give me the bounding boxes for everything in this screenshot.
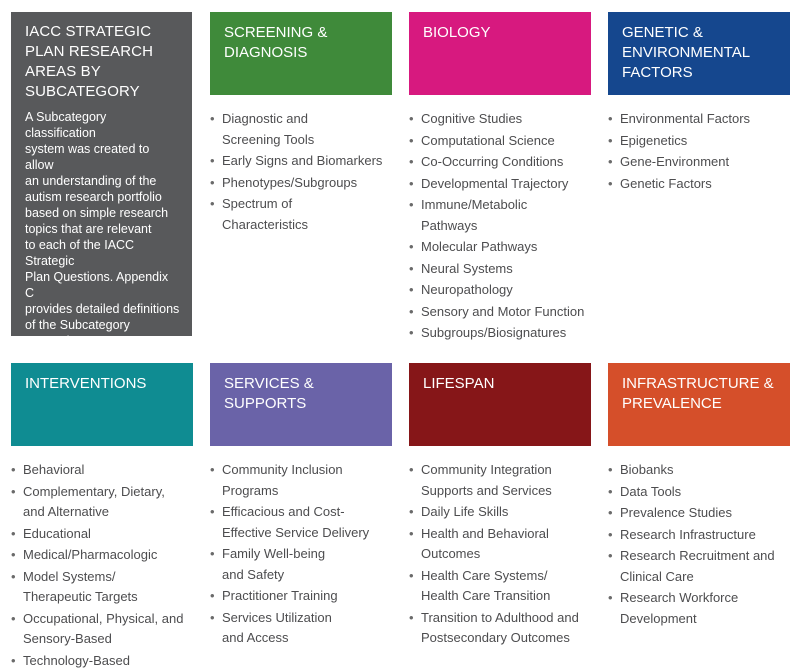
list-item: • Neural Systems (409, 259, 591, 280)
subcategory-list (210, 460, 392, 649)
list-item: • Daily Life Skills (409, 502, 591, 523)
intro-description: A Subcategory classification system was created to allow an understanding of the autism research portfolio based on simple research topics that are relevant to each of the IACC Strategic Plan Questions. Appendix C provides detailed definitions of the Subcategory research areas. (25, 110, 180, 348)
subcategory-list (409, 109, 591, 344)
list-item: • Neuropathology (409, 280, 591, 301)
category-services-supports (210, 363, 392, 650)
list-item: • Research Workforce Development (608, 588, 790, 629)
list-item: • Subgroups/Biosignatures (409, 323, 591, 344)
list-item: • Data Tools (608, 482, 790, 503)
subcategory-list (11, 460, 193, 671)
category-header: LIFESPAN (409, 363, 591, 446)
list-item: • Computational Science (409, 131, 591, 152)
list-item: • Occupational, Physical, and Sensory-Based (11, 609, 193, 650)
list-item: • Model Systems/ Therapeutic Targets (11, 567, 193, 608)
subcategory-list (608, 460, 790, 629)
category-infrastructure-prevalence (608, 363, 790, 630)
list-item: • Epigenetics (608, 131, 790, 152)
list-item: • Health Care Systems/ Health Care Transition (409, 566, 591, 607)
list-item: • Diagnostic and Screening Tools (210, 109, 392, 150)
list-item: • Genetic Factors (608, 174, 790, 195)
list-item: • Research Recruitment and Clinical Care (608, 546, 790, 587)
category-interventions (11, 363, 193, 672)
list-item: • Environmental Factors (608, 109, 790, 130)
list-item: • Efficacious and Cost- Effective Service Delivery (210, 502, 392, 543)
list-item: • Gene-Environment (608, 152, 790, 173)
list-item: • Health and Behavioral Outcomes (409, 524, 591, 565)
list-item: • Educational (11, 524, 193, 545)
list-item: • Early Signs and Biomarkers (210, 151, 392, 172)
list-item: • Complementary, Dietary, and Alternative (11, 482, 193, 523)
list-item: • Services Utilization and Access (210, 608, 392, 649)
category-header: BIOLOGY (409, 12, 591, 95)
list-item: • Immune/Metabolic Pathways (409, 195, 591, 236)
category-genetic-environmental (608, 12, 790, 195)
list-item: • Transition to Adulthood and Postsecondary Outcomes (409, 608, 591, 649)
category-biology (409, 12, 591, 345)
category-header: SERVICES & SUPPORTS (210, 363, 392, 446)
list-item: • Community Integration Supports and Services (409, 460, 591, 501)
list-item: • Community Inclusion Programs (210, 460, 392, 501)
category-header: GENETIC & ENVIRONMENTAL FACTORS (608, 12, 790, 95)
subcategory-list (608, 109, 790, 194)
list-item: • Technology-Based (11, 651, 193, 672)
category-header: SCREENING & DIAGNOSIS (210, 12, 392, 95)
list-item: • Spectrum of Characteristics (210, 194, 392, 235)
list-item: • Developmental Trajectory (409, 174, 591, 195)
intro-panel (11, 12, 192, 348)
list-item: • Research Infrastructure (608, 525, 790, 546)
category-lifespan (409, 363, 591, 650)
list-item: • Cognitive Studies (409, 109, 591, 130)
category-screening-diagnosis (210, 12, 392, 236)
list-item: • Family Well-being and Safety (210, 544, 392, 585)
list-item: • Behavioral (11, 460, 193, 481)
subcategory-list (409, 460, 591, 649)
category-header: INTERVENTIONS (11, 363, 193, 446)
list-item: • Phenotypes/Subgroups (210, 173, 392, 194)
list-item: • Co-Occurring Conditions (409, 152, 591, 173)
list-item: • Sensory and Motor Function (409, 302, 591, 323)
subcategory-list (210, 109, 392, 235)
list-item: • Medical/Pharmacologic (11, 545, 193, 566)
category-header: INFRASTRUCTURE & PREVALENCE (608, 363, 790, 446)
list-item: • Practitioner Training (210, 586, 392, 607)
list-item: • Prevalence Studies (608, 503, 790, 524)
list-item: • Biobanks (608, 460, 790, 481)
intro-title: IACC STRATEGIC PLAN RESEARCH AREAS BY SUBCATEGORY (25, 23, 154, 100)
list-item: • Molecular Pathways (409, 237, 591, 258)
